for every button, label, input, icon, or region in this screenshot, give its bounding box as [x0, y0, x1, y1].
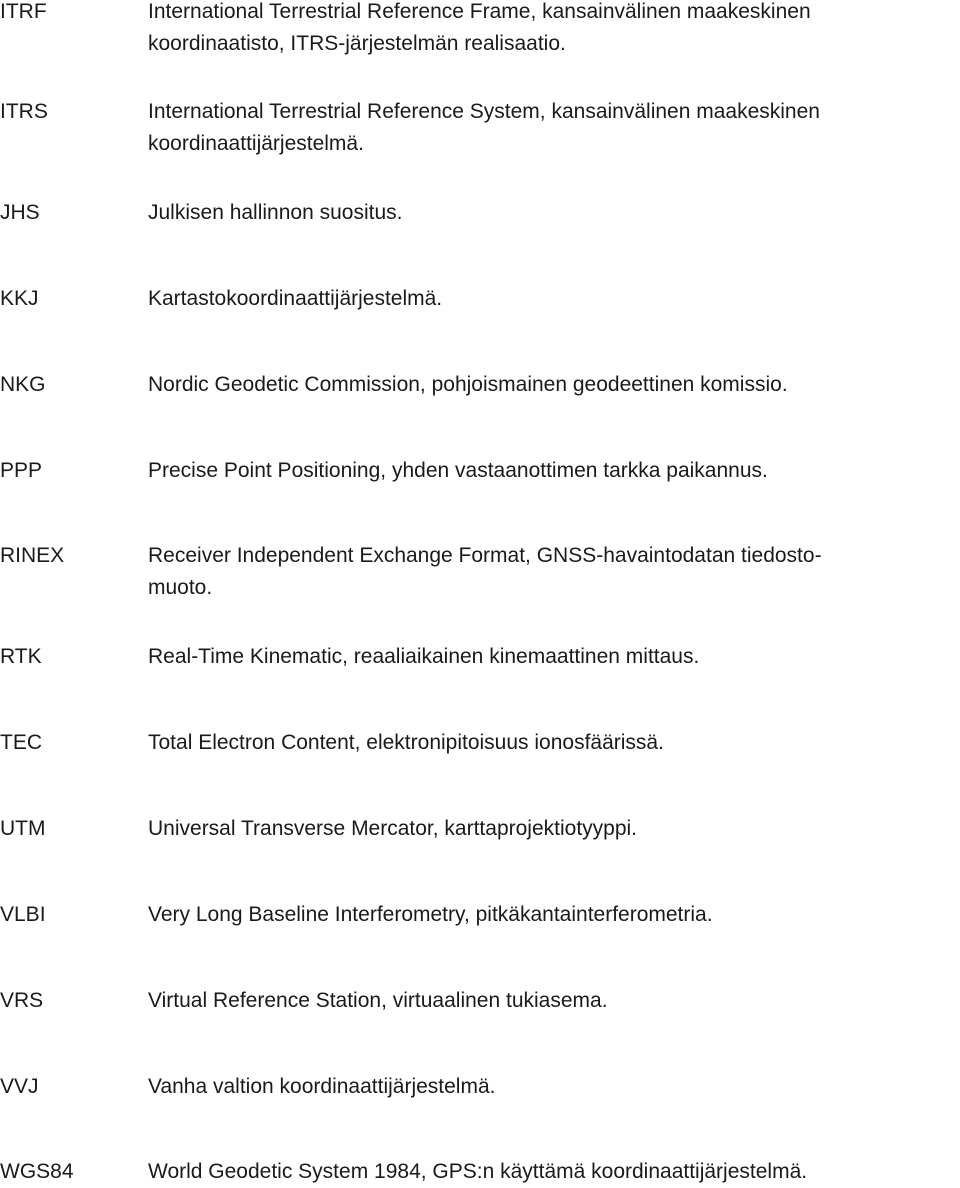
term-definition: Total Electron Content, elektronipitoisuus ionosfäärissä.	[148, 731, 664, 754]
term-definition: International Terrestrial Reference System, kansainvälinen maakeskinen koordinaattijärjestelmä.	[148, 100, 820, 155]
term-definition: Precise Point Positioning, yhden vastaanottimen tarkka paikannus.	[148, 459, 768, 482]
term-definition: Julkisen hallinnon suositus.	[148, 201, 403, 224]
term-abbreviation: ITRF	[0, 0, 47, 23]
term-abbreviation: VVJ	[0, 1075, 39, 1098]
term-abbreviation: VLBI	[0, 903, 46, 926]
term-abbreviation: RTK	[0, 645, 42, 668]
term-abbreviation: PPP	[0, 459, 43, 482]
term-abbreviation: JHS	[0, 201, 40, 224]
term-definition: International Terrestrial Reference Frame, kansainvälinen maakeskinen koordinaatisto, ITRS-järjestelmän realisaatio.	[148, 0, 811, 55]
term-abbreviation: VRS	[0, 989, 44, 1012]
term-definition: Vanha valtion koordinaattijärjestelmä.	[148, 1075, 496, 1098]
term-definition: Universal Transverse Mercator, karttaprojektiotyyppi.	[148, 817, 638, 840]
term-definition: Kartastokoordinaattijärjestelmä.	[148, 287, 443, 310]
term-abbreviation: RINEX	[0, 544, 65, 567]
term-definition: Real-Time Kinematic, reaaliaikainen kinemaattinen mittaus.	[148, 645, 700, 668]
term-abbreviation: KKJ	[0, 287, 39, 310]
term-abbreviation: ITRS	[0, 100, 48, 123]
term-abbreviation: TEC	[0, 731, 42, 754]
term-abbreviation: WGS84	[0, 1160, 74, 1183]
term-definition: Receiver Independent Exchange Format, GNSS-havaintodatan tiedosto- muoto.	[148, 544, 822, 599]
term-definition: Virtual Reference Station, virtuaalinen tukiasema.	[148, 989, 608, 1012]
term-definition: Nordic Geodetic Commission, pohjoismainen geodeettinen komissio.	[148, 373, 788, 396]
term-abbreviation: NKG	[0, 373, 46, 396]
term-definition: World Geodetic System 1984, GPS:n käyttämä koordinaattijärjestelmä.	[148, 1160, 808, 1183]
term-definition: Very Long Baseline Interferometry, pitkäkantainterferometria.	[148, 903, 713, 926]
term-abbreviation: UTM	[0, 817, 46, 840]
